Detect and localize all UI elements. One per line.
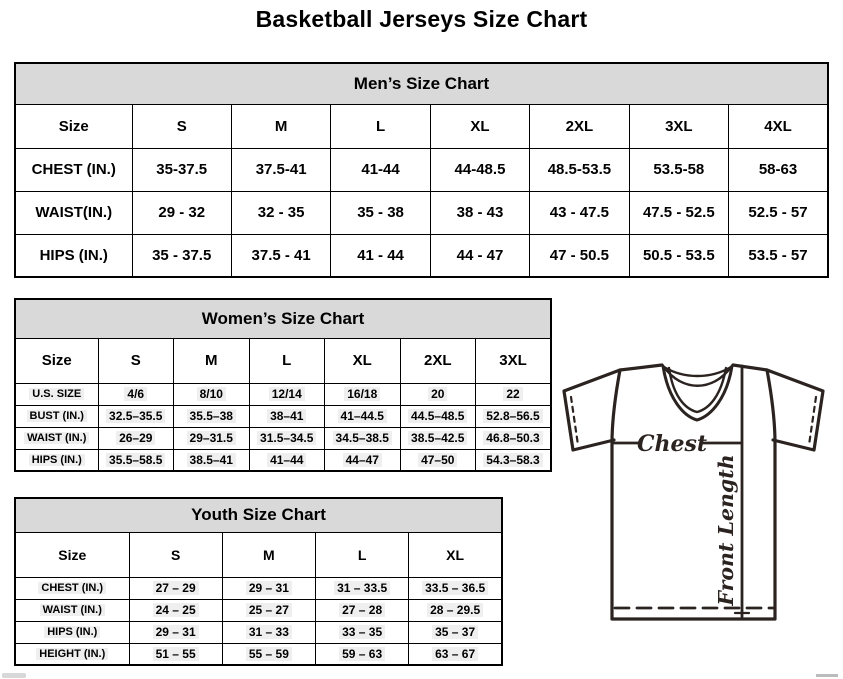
mens-hips-value: 47 - 50.5 [530,234,629,277]
youth-header-m: M [222,532,315,577]
youth-hips-row [15,621,502,643]
womens-waist-value: 34.5–38.5 [325,427,401,449]
mens-header-s: S [132,104,231,148]
youth-height-value: 63 – 67 [409,643,502,665]
mens-chart-title: Men’s Size Chart [15,63,828,104]
youth-chart-title: Youth Size Chart [15,498,502,532]
youth-header-l: L [316,532,409,577]
womens-bust-label: BUST (IN.) [15,405,98,427]
mens-hips-value: 37.5 - 41 [231,234,330,277]
youth-waist-value: 27 – 28 [316,599,409,621]
mens-header-size: Size [15,104,132,148]
mens-waist-value: 29 - 32 [132,191,231,234]
youth-waist-value: 24 – 25 [129,599,222,621]
youth-chest-value: 33.5 – 36.5 [409,577,502,599]
womens-us-size-value: 4/6 [98,383,174,405]
mens-waist-label: WAIST(IN.) [15,191,132,234]
mens-chest-value: 41-44 [331,148,430,191]
womens-waist-row [15,427,551,449]
womens-header-s: S [98,338,174,383]
womens-chart-title: Women’s Size Chart [15,299,551,338]
youth-height-label: HEIGHT (IN.) [15,643,129,665]
youth-header-row [15,532,502,577]
womens-bust-value: 38–41 [249,405,325,427]
womens-hips-value: 47–50 [400,449,476,471]
mens-waist-value: 35 - 38 [331,191,430,234]
womens-us-size-value: 20 [400,383,476,405]
mens-header-row [15,104,828,148]
womens-bust-value: 44.5–48.5 [400,405,476,427]
youth-header-s: S [129,532,222,577]
mens-chest-value: 58-63 [729,148,828,191]
mens-waist-value: 32 - 35 [231,191,330,234]
mens-chest-value: 48.5-53.5 [530,148,629,191]
youth-header-size: Size [15,532,129,577]
mens-header-xl: XL [430,104,529,148]
youth-height-row [15,643,502,665]
mens-hips-value: 50.5 - 53.5 [629,234,728,277]
womens-header-m: M [174,338,250,383]
mens-chest-value: 37.5-41 [231,148,330,191]
youth-height-value: 55 – 59 [222,643,315,665]
mens-waist-value: 47.5 - 52.5 [629,191,728,234]
womens-us-size-value: 12/14 [249,383,325,405]
womens-hips-value: 44–47 [325,449,401,471]
womens-waist-value: 29–31.5 [174,427,250,449]
mens-size-chart-table [14,62,829,278]
youth-waist-row [15,599,502,621]
womens-hips-value: 54.3–58.3 [476,449,552,471]
mens-hips-label: HIPS (IN.) [15,234,132,277]
mens-header-m: M [231,104,330,148]
womens-hips-row [15,449,551,471]
womens-header-l: L [249,338,325,383]
youth-hips-value: 33 – 35 [316,621,409,643]
jersey-collar-back-arc [664,367,731,376]
chest-label: Chest [636,431,708,457]
womens-header-row [15,338,551,383]
youth-height-value: 51 – 55 [129,643,222,665]
youth-chest-label: CHEST (IN.) [15,577,129,599]
womens-waist-value: 26–29 [98,427,174,449]
bottom-left-scroll-artifact [2,673,26,678]
womens-header-2xl: 2XL [400,338,476,383]
womens-hips-value: 38.5–41 [174,449,250,471]
mens-waist-row [15,191,828,234]
mens-hips-value: 53.5 - 57 [729,234,828,277]
womens-us-size-row [15,383,551,405]
mens-waist-value: 38 - 43 [430,191,529,234]
youth-waist-value: 25 – 27 [222,599,315,621]
jersey-body-outline [612,370,775,619]
womens-header-xl: XL [325,338,401,383]
mens-header-3xl: 3XL [629,104,728,148]
womens-waist-value: 31.5–34.5 [249,427,325,449]
womens-hips-value: 41–44 [249,449,325,471]
front-length-label: Front Length [714,454,738,606]
womens-bust-value: 52.8–56.5 [476,405,552,427]
youth-chest-value: 29 – 31 [222,577,315,599]
youth-hips-value: 31 – 33 [222,621,315,643]
womens-bust-value: 35.5–38 [174,405,250,427]
mens-chest-value: 53.5-58 [629,148,728,191]
youth-hips-label: HIPS (IN.) [15,621,129,643]
mens-header-4xl: 4XL [729,104,828,148]
youth-hips-value: 35 – 37 [409,621,502,643]
mens-header-2xl: 2XL [530,104,629,148]
womens-waist-label: WAIST (IN.) [15,427,98,449]
youth-chest-value: 27 – 29 [129,577,222,599]
womens-size-chart-table [14,298,552,472]
womens-bust-row [15,405,551,427]
jersey-diagram [552,352,840,637]
youth-size-chart-table [14,497,503,666]
womens-header-3xl: 3XL [476,338,552,383]
mens-hips-value: 44 - 47 [430,234,529,277]
youth-chest-value: 31 – 33.5 [316,577,409,599]
youth-height-value: 59 – 63 [316,643,409,665]
mens-hips-value: 35 - 37.5 [132,234,231,277]
bottom-right-scroll-artifact [816,674,838,677]
mens-waist-value: 43 - 47.5 [530,191,629,234]
womens-hips-value: 35.5–58.5 [98,449,174,471]
page-title: Basketball Jerseys Size Chart [255,6,588,32]
womens-us-size-value: 22 [476,383,552,405]
youth-hips-value: 29 – 31 [129,621,222,643]
womens-header-size: Size [15,338,98,383]
youth-chest-row [15,577,502,599]
womens-hips-label: HIPS (IN.) [15,449,98,471]
womens-waist-value: 46.8–50.3 [476,427,552,449]
womens-us-size-value: 8/10 [174,383,250,405]
womens-us-size-label: U.S. SIZE [15,383,98,405]
youth-header-xl: XL [409,532,502,577]
mens-chest-row [15,148,828,191]
womens-bust-value: 41–44.5 [325,405,401,427]
mens-waist-value: 52.5 - 57 [729,191,828,234]
mens-header-l: L [331,104,430,148]
mens-chest-value: 35-37.5 [132,148,231,191]
mens-chest-value: 44-48.5 [430,148,529,191]
youth-waist-value: 28 – 29.5 [409,599,502,621]
womens-bust-value: 32.5–35.5 [98,405,174,427]
mens-chest-label: CHEST (IN.) [15,148,132,191]
mens-hips-value: 41 - 44 [331,234,430,277]
womens-us-size-value: 16/18 [325,383,401,405]
womens-waist-value: 38.5–42.5 [400,427,476,449]
mens-hips-row [15,234,828,277]
youth-waist-label: WAIST (IN.) [15,599,129,621]
